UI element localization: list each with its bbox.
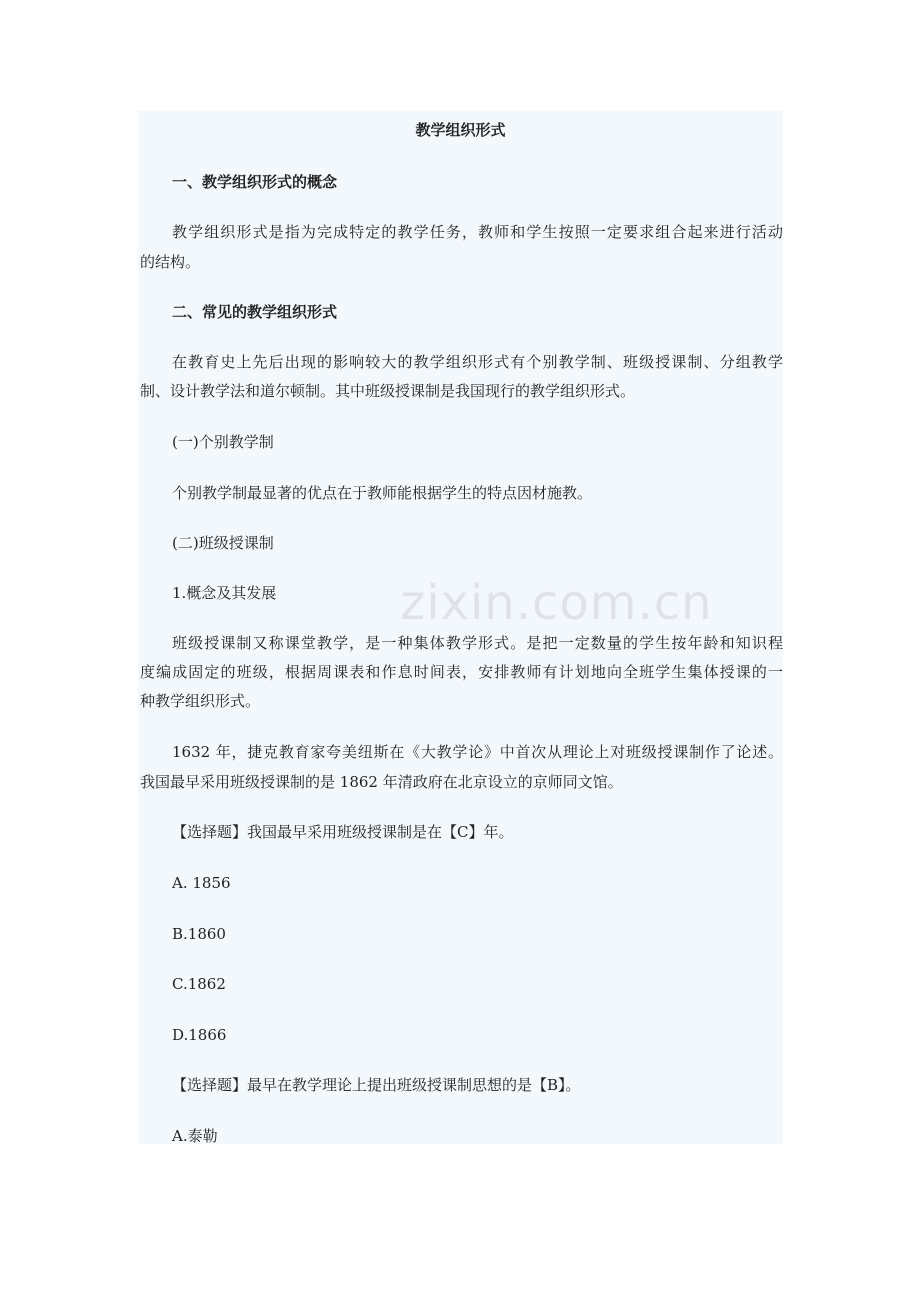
question1-option-d: D.1866 — [172, 1026, 227, 1044]
sub1-para: 个别教学制最显著的优点在于教师能根据学生的特点因材施教。 — [172, 484, 593, 502]
item1-para-line3: 种教学组织形式。 — [140, 692, 261, 710]
question1-option-b: B.1860 — [172, 925, 226, 943]
item1-para-line1: 班级授课制又称课堂教学，是一种集体教学形式。是把一定数量的学生按年龄和知识程 — [172, 634, 783, 652]
item1-heading: 1.概念及其发展 — [172, 584, 277, 602]
question1-stem: 【选择题】我国最早采用班级授课制是在【C】年。 — [172, 823, 514, 841]
section1-para-line1: 教学组织形式是指为完成特定的教学任务，教师和学生按照一定要求组合起来进行活动 — [172, 223, 783, 241]
section2-para-line1: 在教育史上先后出现的影响较大的教学组织形式有个别教学制、班级授课制、分组教学 — [172, 353, 783, 371]
section2-heading: 二、常见的教学组织形式 — [172, 303, 338, 321]
section2-para-line2: 制、设计教学法和道尔顿制。其中班级授课制是我国现行的教学组织形式。 — [140, 382, 636, 400]
section1-para-line2: 的结构。 — [140, 253, 201, 271]
history-para-line1: 1632 年，捷克教育家夸美纽斯在《大教学论》中首次从理论上对班级授课制作了论述。 — [172, 743, 783, 761]
question1-option-a: A. 1856 — [172, 874, 231, 892]
history-para-line2: 我国最早采用班级授课制的是 1862 年清政府在北京设立的京师同文馆。 — [140, 773, 623, 791]
sub2-heading: (二)班级授课制 — [172, 534, 274, 552]
section1-heading: 一、教学组织形式的概念 — [172, 173, 338, 191]
question1-option-c: C.1862 — [172, 975, 226, 993]
document-title: 教学组织形式 — [415, 121, 506, 139]
item1-para-line2: 度编成固定的班级，根据周课表和作息时间表，安排教师有计划地向全班学生集体授课的一 — [140, 663, 783, 681]
sub1-heading: (一)个别教学制 — [172, 433, 274, 451]
question2-stem: 【选择题】最早在教学理论上提出班级授课制思想的是【B】。 — [172, 1076, 581, 1094]
question2-option-a: A.泰勒 — [172, 1127, 218, 1145]
